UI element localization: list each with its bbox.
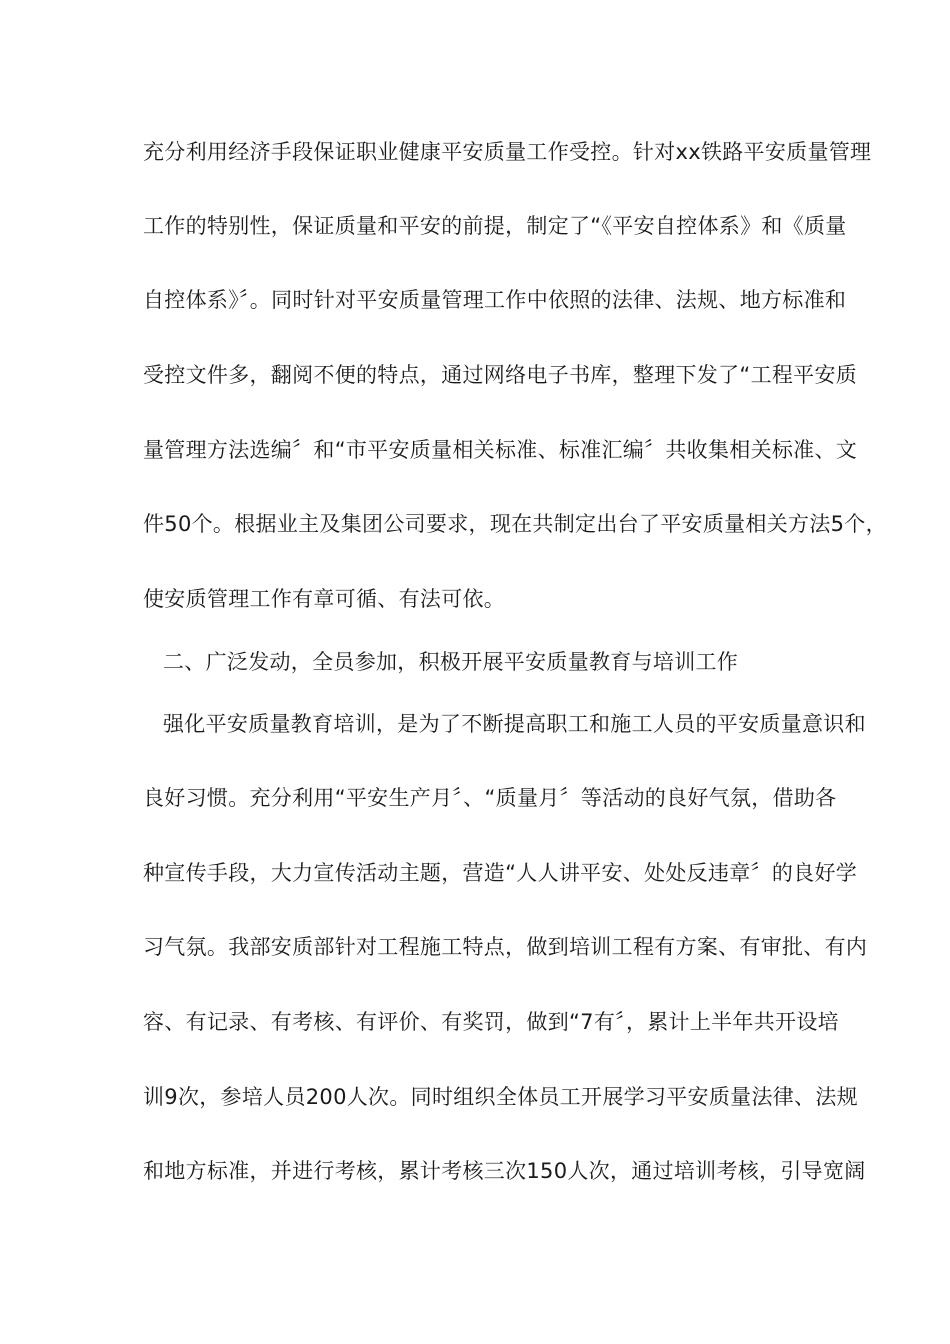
section-heading: 二、广泛发动，全员参加，积极开展平安质量教育与培训工作 [163,650,739,674]
text-line-7: 使安质管理工作有章可循、有法可依。 [143,587,506,611]
text-line-10: 良好习惯。充分利用“平安生产月〞、“质量月〞等活动的良好气氛，借助各 [143,786,837,810]
text-line-15: 和地方标准，并进行考核，累计考核三次150人次，通过培训考核，引导宽阔 [143,1159,866,1183]
text-line-2: 工作的特别性，保证质量和平安的前提，制定了“《平安自控体系》和《质量 [143,214,847,238]
text-line-11: 种宣传手段，大力宣传活动主题，营造“人人讲平安、处处反违章〞的良好学 [143,861,858,885]
text-line-4: 受控文件多，翻阅不便的特点，通过网络电子书库，整理下发了“工程平安质 [143,363,858,387]
text-line-12: 习气氛。我部安质部针对工程施工特点，做到培训工程有方案、有审批、有内 [143,935,868,959]
text-line-3: 自控体系》〞。同时针对平安质量管理工作中依照的法律、法规、地方标准和 [143,288,847,312]
text-line-6: 件50个。根据业主及集团公司要求，现在共制定出台了平安质量相关方法5个， [143,512,887,536]
text-line-14: 训9次，参培人员200人次。同时组织全体员工开展学习平安质量法律、法规 [143,1085,858,1109]
text-line-9: 强化平安质量教育培训，是为了不断提高职工和施工人员的平安质量意识和 [163,712,866,736]
text-line-1: 充分利用经济手段保证职业健康平安质量工作受控。针对xx铁路平安质量管理 [143,140,872,164]
text-line-5: 量管理方法选编〞和“市平安质量相关标准、标准汇编〞共收集相关标准、文 [143,438,858,462]
text-line-13: 容、有记录、有考核、有评价、有奖罚，做到“7有〞，累计上半年共开设培 [143,1010,839,1034]
